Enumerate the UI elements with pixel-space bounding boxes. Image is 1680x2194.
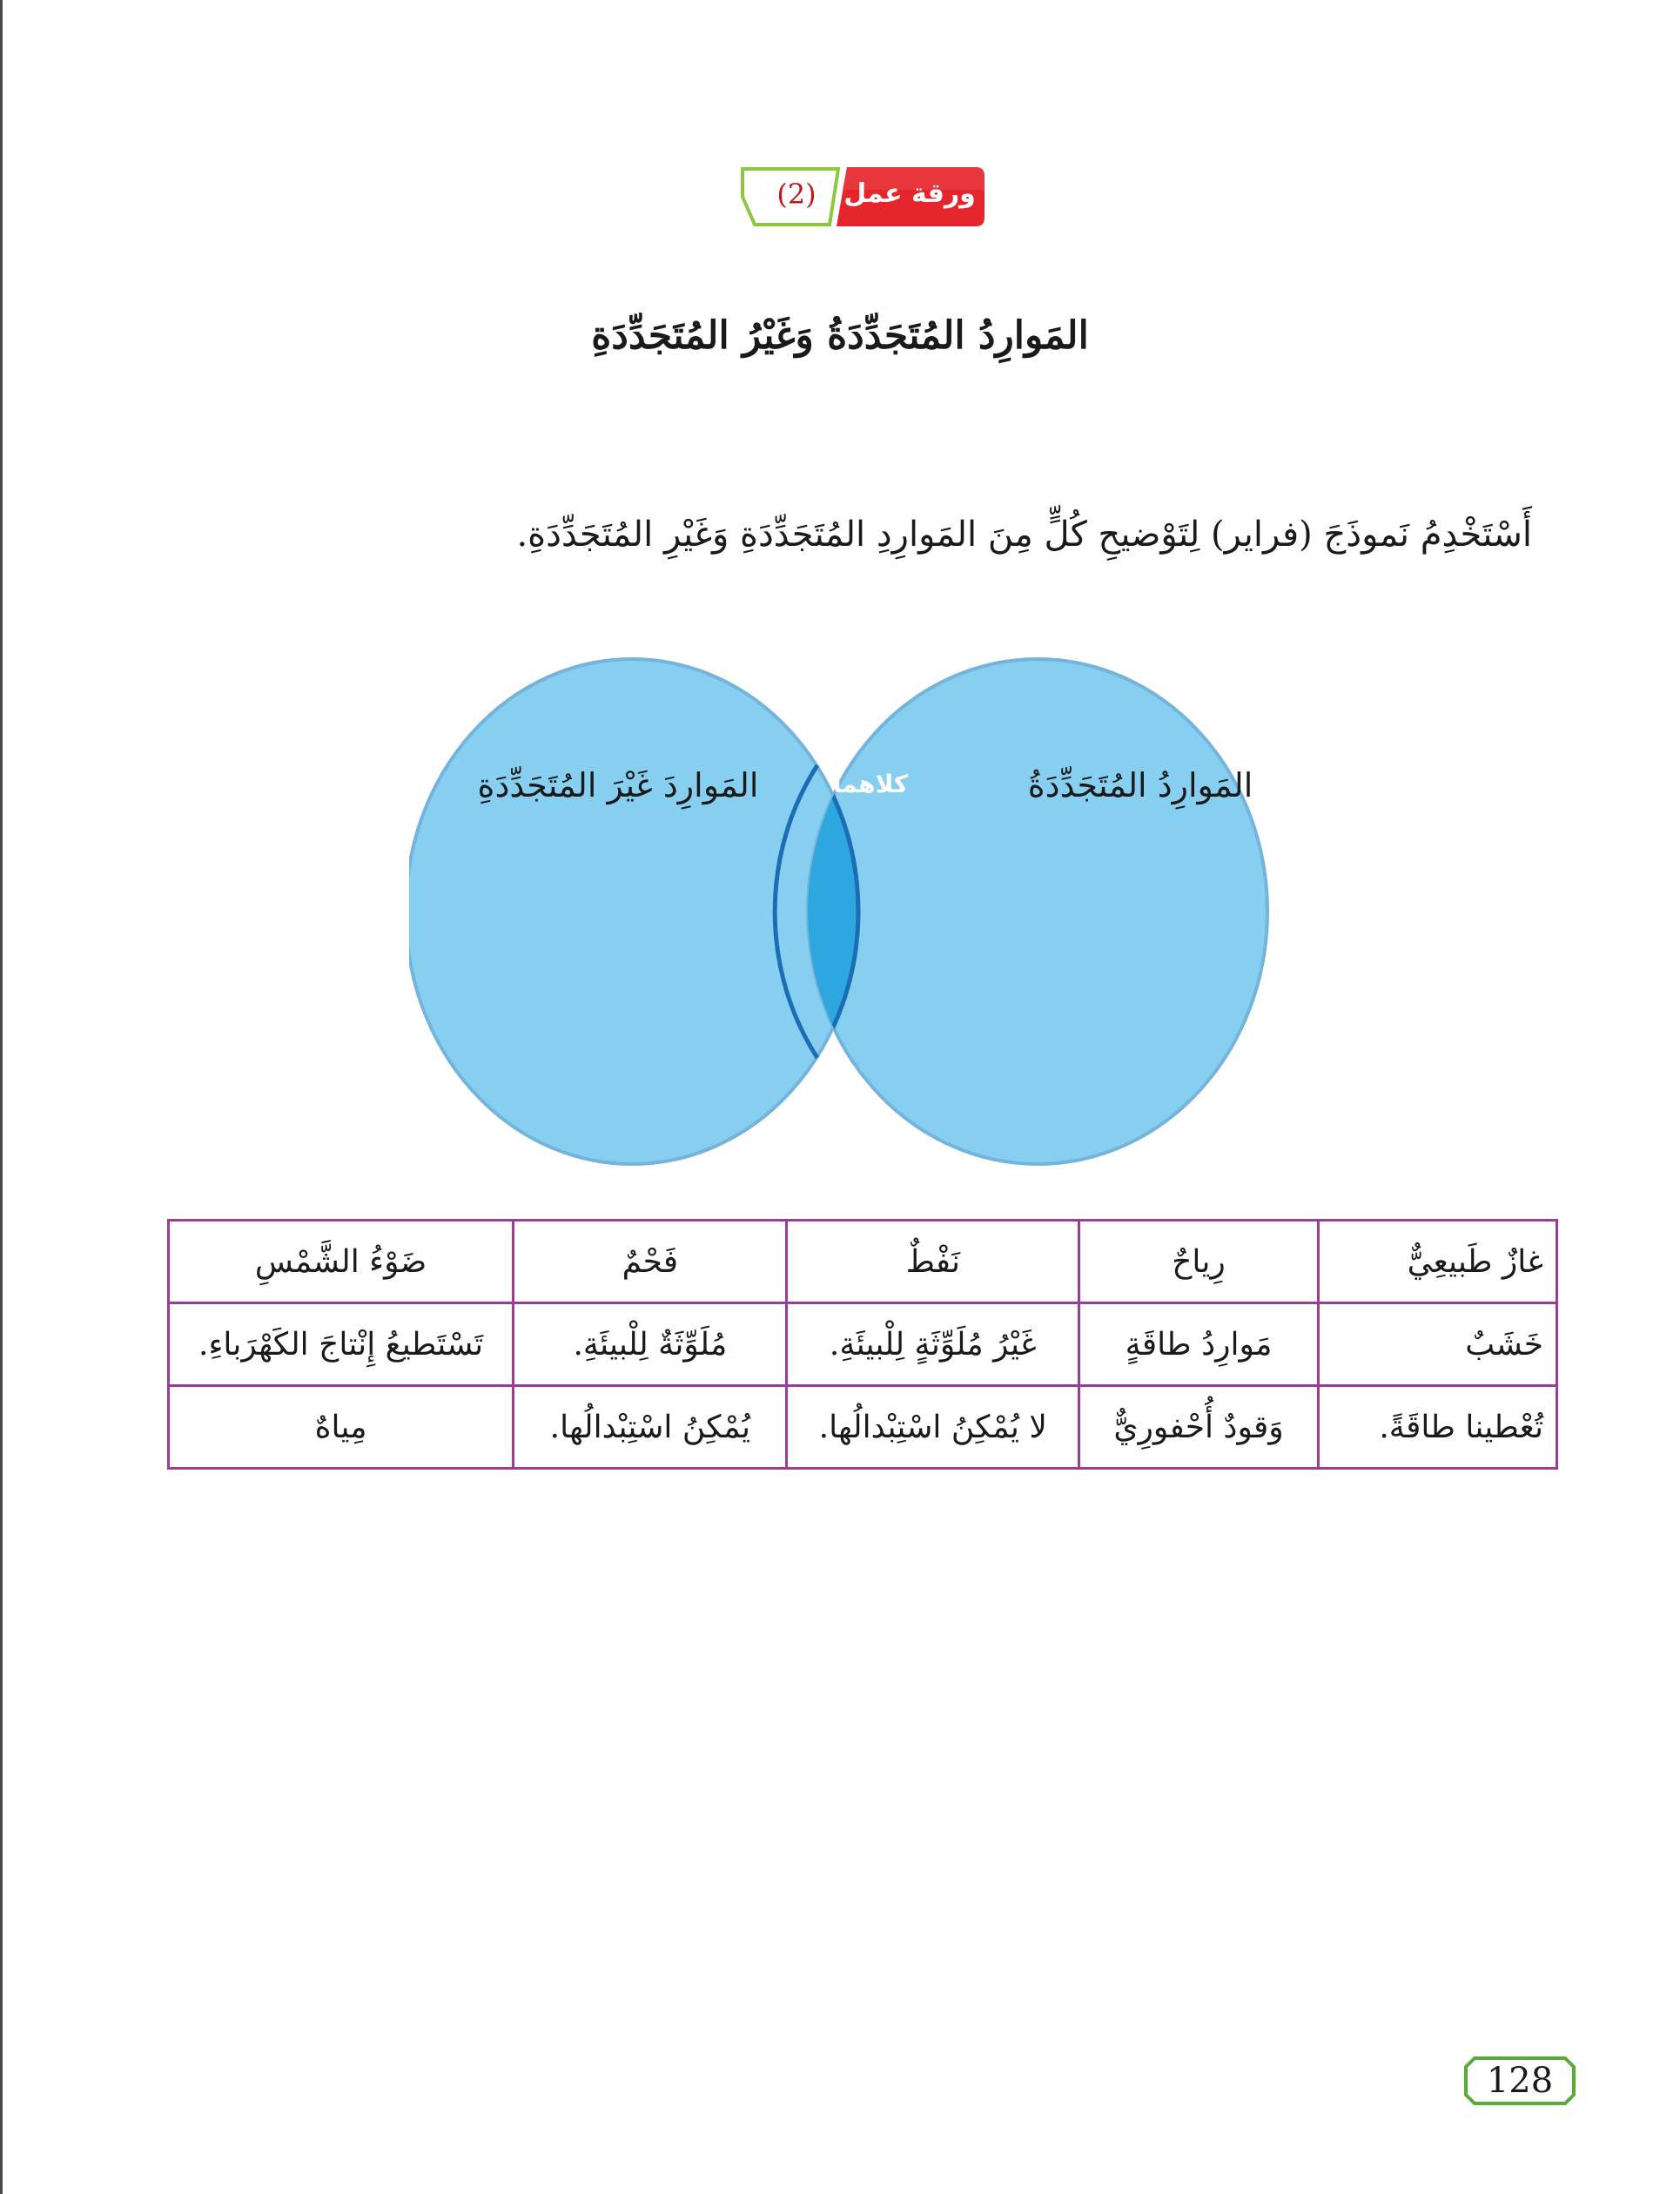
- table-cell: غَيْرُ مُلَوِّثَةٍ لِلْبيئَةِ.: [787, 1303, 1079, 1386]
- table-cell: نَفْطٌ: [787, 1221, 1079, 1303]
- table-row: [169, 1386, 1557, 1469]
- venn-diagram: [409, 644, 1323, 1167]
- venn-circle-left: [409, 659, 858, 1164]
- table-cell: تَسْتَطيعُ إِنْتاجَ الكَهْرَباءِ.: [169, 1303, 514, 1386]
- venn-circle-right: [808, 659, 1267, 1164]
- page-title: المَوارِدُ المُتَجَدِّدَةُ وَغَيْرُ المُتَجَدِّدَةِ: [591, 313, 1089, 358]
- table-row: [169, 1303, 1557, 1386]
- table-cell: ضَوْءُ الشَّمْسِ: [169, 1221, 514, 1303]
- table-cell: مَوارِدُ طاقَةٍ: [1079, 1303, 1319, 1386]
- worksheet-label: ورقة عمل: [843, 178, 976, 209]
- venn-label-both: كلاهما: [832, 770, 909, 798]
- page-number: [1462, 2055, 1577, 2107]
- table-cell: مُلَوِّثَةٌ لِلْبيئَةِ.: [514, 1303, 787, 1386]
- table-cell: يُمْكِنُ اسْتِبْدالُها.: [514, 1386, 787, 1469]
- table-cell: غازٌ طَبيعِيٌّ: [1318, 1221, 1556, 1303]
- instruction-text: أَسْتَخْدِمُ نَموذَجَ (فراير) لِتَوْضيحِ كُلٍّ مِنَ المَوارِدِ المُتَجَدِّدَةِ وَغَيْرِ المُتَجَدِّدَةِ.: [516, 515, 1532, 555]
- table-row: [169, 1221, 1557, 1303]
- worksheet-number: (2): [776, 178, 816, 211]
- page-edge-rule: [0, 0, 3, 2194]
- table-cell: لا يُمْكِنُ اسْتِبْدالُها.: [787, 1386, 1079, 1469]
- word-bank-table: [167, 1219, 1558, 1470]
- venn-label-nonrenewable: المَوارِدَ غَيْرَ المُتَجَدِّدَةِ: [477, 766, 759, 804]
- table-cell: فَحْمٌ: [514, 1221, 787, 1303]
- table-cell: وَقودٌ أُحْفورِيٌّ: [1079, 1386, 1319, 1469]
- table-cell: مِياهٌ: [169, 1386, 514, 1469]
- table-cell: خَشَبٌ: [1318, 1303, 1556, 1386]
- worksheet-badge: [736, 164, 988, 230]
- table-cell: رِياحٌ: [1079, 1221, 1319, 1303]
- page-number-text: 128: [1486, 2061, 1554, 2101]
- venn-label-renewable: المَوارِدُ المُتَجَدِّدَةُ: [1027, 766, 1253, 804]
- table-cell: تُعْطينا طاقَةً.: [1318, 1386, 1556, 1469]
